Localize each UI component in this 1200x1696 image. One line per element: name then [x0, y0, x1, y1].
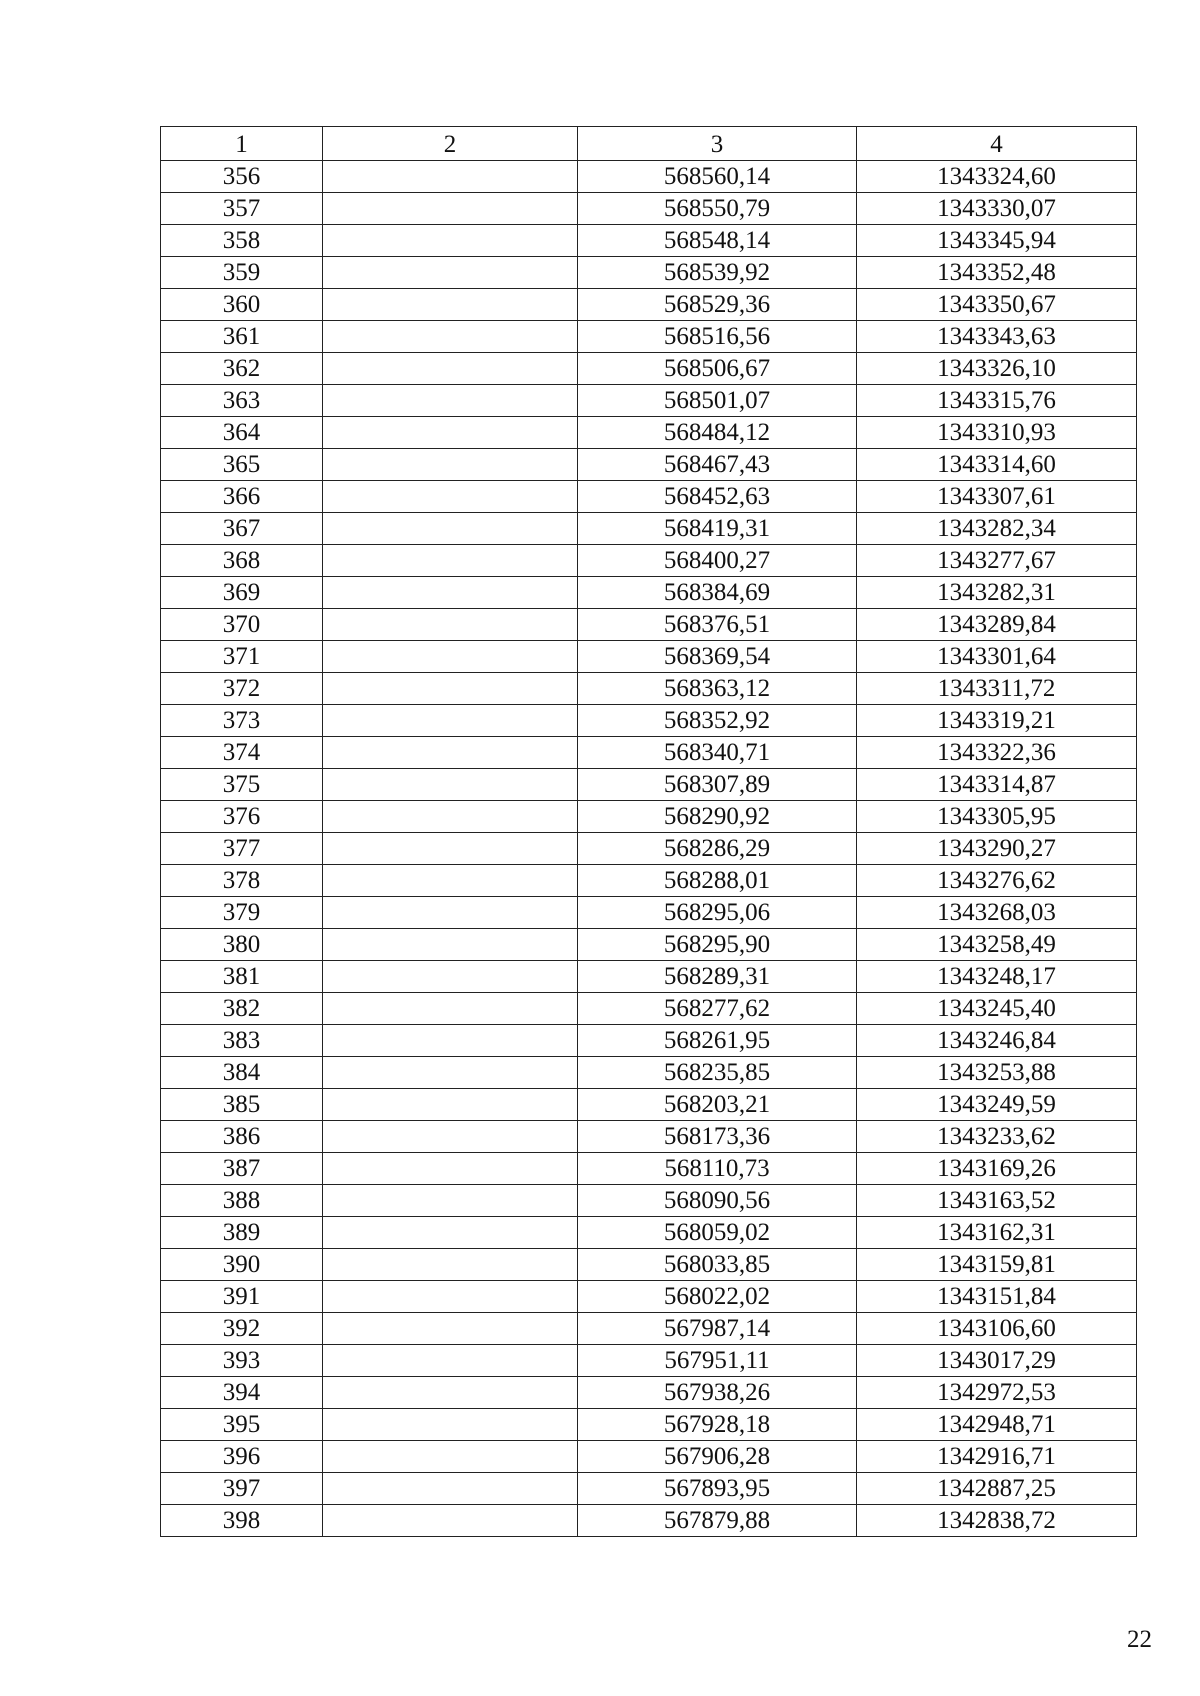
table-cell-col-3: 568467,43	[578, 449, 857, 481]
table-cell-col-3: 568173,36	[578, 1121, 857, 1153]
table-cell-col-4: 1343159,81	[857, 1249, 1137, 1281]
table-cell-col-2	[323, 961, 578, 993]
table-row	[161, 801, 1137, 833]
table-cell-col-2	[323, 1409, 578, 1441]
table-row	[161, 1089, 1137, 1121]
table-row	[161, 961, 1137, 993]
header-col-4: 4	[857, 127, 1137, 161]
table-cell-col-1: 356	[161, 161, 323, 193]
table-cell-col-3: 568059,02	[578, 1217, 857, 1249]
table-cell-col-3: 568295,06	[578, 897, 857, 929]
table-row	[161, 897, 1137, 929]
table-cell-col-1: 360	[161, 289, 323, 321]
table-row	[161, 577, 1137, 609]
table-cell-col-1: 382	[161, 993, 323, 1025]
table-cell-col-4: 1343322,36	[857, 737, 1137, 769]
table-cell-col-2	[323, 225, 578, 257]
table-cell-col-2	[323, 929, 578, 961]
table-cell-col-2	[323, 1121, 578, 1153]
table-cell-col-3: 567879,88	[578, 1505, 857, 1537]
table-cell-col-2	[323, 577, 578, 609]
table-cell-col-4: 1343249,59	[857, 1089, 1137, 1121]
table-cell-col-2	[323, 161, 578, 193]
table-row	[161, 289, 1137, 321]
table-cell-col-1: 361	[161, 321, 323, 353]
table-cell-col-4: 1342887,25	[857, 1473, 1137, 1505]
table-cell-col-2	[323, 673, 578, 705]
table-header	[161, 127, 1137, 161]
table-cell-col-3: 568340,71	[578, 737, 857, 769]
table-cell-col-2	[323, 1281, 578, 1313]
table-row	[161, 385, 1137, 417]
table-cell-col-3: 568419,31	[578, 513, 857, 545]
table-cell-col-3: 568022,02	[578, 1281, 857, 1313]
table-cell-col-1: 393	[161, 1345, 323, 1377]
table-row	[161, 865, 1137, 897]
table-cell-col-4: 1343330,07	[857, 193, 1137, 225]
table-row	[161, 417, 1137, 449]
table-cell-col-4: 1343314,60	[857, 449, 1137, 481]
table-cell-col-1: 375	[161, 769, 323, 801]
table-cell-col-2	[323, 769, 578, 801]
table-cell-col-3: 568110,73	[578, 1153, 857, 1185]
table-cell-col-1: 359	[161, 257, 323, 289]
table-row	[161, 1217, 1137, 1249]
table-row	[161, 1473, 1137, 1505]
table-cell-col-2	[323, 289, 578, 321]
table-cell-col-4: 1343253,88	[857, 1057, 1137, 1089]
table-cell-col-2	[323, 993, 578, 1025]
table-row	[161, 1025, 1137, 1057]
table-cell-col-1: 367	[161, 513, 323, 545]
table-cell-col-4: 1343282,31	[857, 577, 1137, 609]
table-cell-col-2	[323, 865, 578, 897]
table-cell-col-2	[323, 1377, 578, 1409]
table-cell-col-4: 1343245,40	[857, 993, 1137, 1025]
table-cell-col-4: 1343310,93	[857, 417, 1137, 449]
table-row	[161, 1377, 1137, 1409]
table-cell-col-3: 568384,69	[578, 577, 857, 609]
table-cell-col-1: 380	[161, 929, 323, 961]
table-cell-col-3: 568235,85	[578, 1057, 857, 1089]
table-cell-col-4: 1342972,53	[857, 1377, 1137, 1409]
table-cell-col-1: 358	[161, 225, 323, 257]
table-cell-col-1: 357	[161, 193, 323, 225]
table-cell-col-1: 379	[161, 897, 323, 929]
table-cell-col-2	[323, 1217, 578, 1249]
table-cell-col-2	[323, 1441, 578, 1473]
table-cell-col-1: 363	[161, 385, 323, 417]
table-cell-col-2	[323, 609, 578, 641]
table-cell-col-4: 1342916,71	[857, 1441, 1137, 1473]
table-cell-col-2	[323, 481, 578, 513]
table-row	[161, 161, 1137, 193]
table-cell-col-1: 394	[161, 1377, 323, 1409]
table-cell-col-2	[323, 449, 578, 481]
table-row	[161, 225, 1137, 257]
table-cell-col-3: 568484,12	[578, 417, 857, 449]
table-cell-col-2	[323, 1057, 578, 1089]
table-cell-col-3: 568288,01	[578, 865, 857, 897]
table-cell-col-3: 568516,56	[578, 321, 857, 353]
table-cell-col-2	[323, 257, 578, 289]
table-cell-col-1: 396	[161, 1441, 323, 1473]
table-row	[161, 545, 1137, 577]
coordinates-table-container	[160, 126, 1136, 1537]
table-cell-col-4: 1343233,62	[857, 1121, 1137, 1153]
table-cell-col-1: 376	[161, 801, 323, 833]
table-cell-col-4: 1343350,67	[857, 289, 1137, 321]
table-cell-col-3: 568277,62	[578, 993, 857, 1025]
table-cell-col-2	[323, 353, 578, 385]
table-cell-col-4: 1343151,84	[857, 1281, 1137, 1313]
table-cell-col-1: 384	[161, 1057, 323, 1089]
table-cell-col-1: 365	[161, 449, 323, 481]
table-row	[161, 993, 1137, 1025]
table-cell-col-1: 383	[161, 1025, 323, 1057]
table-cell-col-2	[323, 513, 578, 545]
table-cell-col-1: 388	[161, 1185, 323, 1217]
table-cell-col-3: 568452,63	[578, 481, 857, 513]
table-cell-col-1: 372	[161, 673, 323, 705]
table-cell-col-3: 567893,95	[578, 1473, 857, 1505]
table-cell-col-3: 568369,54	[578, 641, 857, 673]
table-cell-col-4: 1343248,17	[857, 961, 1137, 993]
table-cell-col-4: 1343268,03	[857, 897, 1137, 929]
table-cell-col-1: 386	[161, 1121, 323, 1153]
table-cell-col-2	[323, 1345, 578, 1377]
table-cell-col-4: 1343301,64	[857, 641, 1137, 673]
table-row	[161, 929, 1137, 961]
table-cell-col-4: 1343276,62	[857, 865, 1137, 897]
table-row	[161, 321, 1137, 353]
table-cell-col-2	[323, 417, 578, 449]
table-cell-col-3: 568286,29	[578, 833, 857, 865]
table-cell-col-1: 374	[161, 737, 323, 769]
coordinates-table	[160, 126, 1137, 1537]
table-cell-col-4: 1343162,31	[857, 1217, 1137, 1249]
table-cell-col-2	[323, 737, 578, 769]
table-cell-col-4: 1343326,10	[857, 353, 1137, 385]
table-cell-col-3: 567951,11	[578, 1345, 857, 1377]
table-cell-col-2	[323, 641, 578, 673]
table-row	[161, 449, 1137, 481]
header-col-1: 1	[161, 127, 323, 161]
table-cell-col-1: 395	[161, 1409, 323, 1441]
table-row	[161, 1345, 1137, 1377]
page-number: 22	[1127, 1626, 1152, 1653]
table-cell-col-4: 1343315,76	[857, 385, 1137, 417]
table-cell-col-1: 364	[161, 417, 323, 449]
table-cell-col-4: 1343258,49	[857, 929, 1137, 961]
table-cell-col-4: 1343282,34	[857, 513, 1137, 545]
header-row	[161, 127, 1137, 161]
table-row	[161, 673, 1137, 705]
table-cell-col-3: 567928,18	[578, 1409, 857, 1441]
table-cell-col-4: 1342838,72	[857, 1505, 1137, 1537]
table-cell-col-1: 362	[161, 353, 323, 385]
table-row	[161, 481, 1137, 513]
table-cell-col-3: 568539,92	[578, 257, 857, 289]
table-row	[161, 353, 1137, 385]
table-row	[161, 1409, 1137, 1441]
table-cell-col-3: 568307,89	[578, 769, 857, 801]
table-cell-col-3: 567906,28	[578, 1441, 857, 1473]
table-cell-col-1: 377	[161, 833, 323, 865]
table-cell-col-2	[323, 1185, 578, 1217]
table-cell-col-2	[323, 1313, 578, 1345]
table-cell-col-4: 1343311,72	[857, 673, 1137, 705]
table-cell-col-1: 368	[161, 545, 323, 577]
table-cell-col-1: 370	[161, 609, 323, 641]
table-cell-col-1: 369	[161, 577, 323, 609]
table-row	[161, 1153, 1137, 1185]
table-row	[161, 609, 1137, 641]
table-row	[161, 257, 1137, 289]
table-cell-col-2	[323, 1473, 578, 1505]
table-cell-col-1: 397	[161, 1473, 323, 1505]
table-cell-col-2	[323, 1025, 578, 1057]
table-cell-col-1: 381	[161, 961, 323, 993]
table-row	[161, 513, 1137, 545]
table-cell-col-2	[323, 1505, 578, 1537]
table-cell-col-3: 568560,14	[578, 161, 857, 193]
table-cell-col-2	[323, 801, 578, 833]
table-cell-col-4: 1343277,67	[857, 545, 1137, 577]
table-cell-col-2	[323, 385, 578, 417]
table-row	[161, 1281, 1137, 1313]
table-cell-col-1: 366	[161, 481, 323, 513]
table-row	[161, 705, 1137, 737]
table-cell-col-3: 568295,90	[578, 929, 857, 961]
table-cell-col-3: 568400,27	[578, 545, 857, 577]
table-cell-col-2	[323, 321, 578, 353]
table-cell-col-2	[323, 833, 578, 865]
table-cell-col-4: 1343290,27	[857, 833, 1137, 865]
table-cell-col-2	[323, 193, 578, 225]
table-cell-col-4: 1343343,63	[857, 321, 1137, 353]
table-row	[161, 1505, 1137, 1537]
table-cell-col-4: 1343289,84	[857, 609, 1137, 641]
table-cell-col-2	[323, 545, 578, 577]
table-cell-col-1: 387	[161, 1153, 323, 1185]
table-cell-col-1: 390	[161, 1249, 323, 1281]
table-cell-col-2	[323, 897, 578, 929]
table-row	[161, 1441, 1137, 1473]
header-col-3: 3	[578, 127, 857, 161]
table-cell-col-3: 568376,51	[578, 609, 857, 641]
table-cell-col-1: 392	[161, 1313, 323, 1345]
table-row	[161, 1057, 1137, 1089]
table-cell-col-3: 567987,14	[578, 1313, 857, 1345]
table-cell-col-2	[323, 1249, 578, 1281]
table-row	[161, 1313, 1137, 1345]
table-cell-col-4: 1343017,29	[857, 1345, 1137, 1377]
table-cell-col-4: 1343163,52	[857, 1185, 1137, 1217]
table-cell-col-4: 1343352,48	[857, 257, 1137, 289]
table-cell-col-4: 1343246,84	[857, 1025, 1137, 1057]
table-cell-col-1: 371	[161, 641, 323, 673]
table-cell-col-3: 568290,92	[578, 801, 857, 833]
table-row	[161, 1185, 1137, 1217]
table-cell-col-4: 1343307,61	[857, 481, 1137, 513]
table-cell-col-1: 398	[161, 1505, 323, 1537]
table-cell-col-2	[323, 1153, 578, 1185]
table-cell-col-3: 568501,07	[578, 385, 857, 417]
table-cell-col-3: 568090,56	[578, 1185, 857, 1217]
table-cell-col-2	[323, 705, 578, 737]
table-cell-col-3: 568548,14	[578, 225, 857, 257]
table-cell-col-4: 1343319,21	[857, 705, 1137, 737]
table-cell-col-4: 1343305,95	[857, 801, 1137, 833]
table-cell-col-3: 568033,85	[578, 1249, 857, 1281]
table-row	[161, 737, 1137, 769]
table-row	[161, 641, 1137, 673]
table-cell-col-1: 389	[161, 1217, 323, 1249]
table-cell-col-4: 1343324,60	[857, 161, 1137, 193]
table-body	[161, 161, 1137, 1537]
table-cell-col-1: 373	[161, 705, 323, 737]
table-cell-col-4: 1343106,60	[857, 1313, 1137, 1345]
table-cell-col-3: 568352,92	[578, 705, 857, 737]
table-cell-col-3: 567938,26	[578, 1377, 857, 1409]
header-col-2: 2	[323, 127, 578, 161]
table-row	[161, 769, 1137, 801]
table-cell-col-4: 1343345,94	[857, 225, 1137, 257]
table-cell-col-4: 1343169,26	[857, 1153, 1137, 1185]
table-row	[161, 833, 1137, 865]
table-cell-col-3: 568203,21	[578, 1089, 857, 1121]
table-cell-col-1: 391	[161, 1281, 323, 1313]
table-cell-col-3: 568289,31	[578, 961, 857, 993]
table-cell-col-4: 1342948,71	[857, 1409, 1137, 1441]
table-cell-col-3: 568529,36	[578, 289, 857, 321]
table-cell-col-3: 568506,67	[578, 353, 857, 385]
table-row	[161, 1121, 1137, 1153]
table-row	[161, 193, 1137, 225]
table-cell-col-3: 568363,12	[578, 673, 857, 705]
table-cell-col-3: 568550,79	[578, 193, 857, 225]
table-cell-col-3: 568261,95	[578, 1025, 857, 1057]
table-cell-col-1: 378	[161, 865, 323, 897]
table-cell-col-1: 385	[161, 1089, 323, 1121]
table-cell-col-4: 1343314,87	[857, 769, 1137, 801]
table-row	[161, 1249, 1137, 1281]
table-cell-col-2	[323, 1089, 578, 1121]
